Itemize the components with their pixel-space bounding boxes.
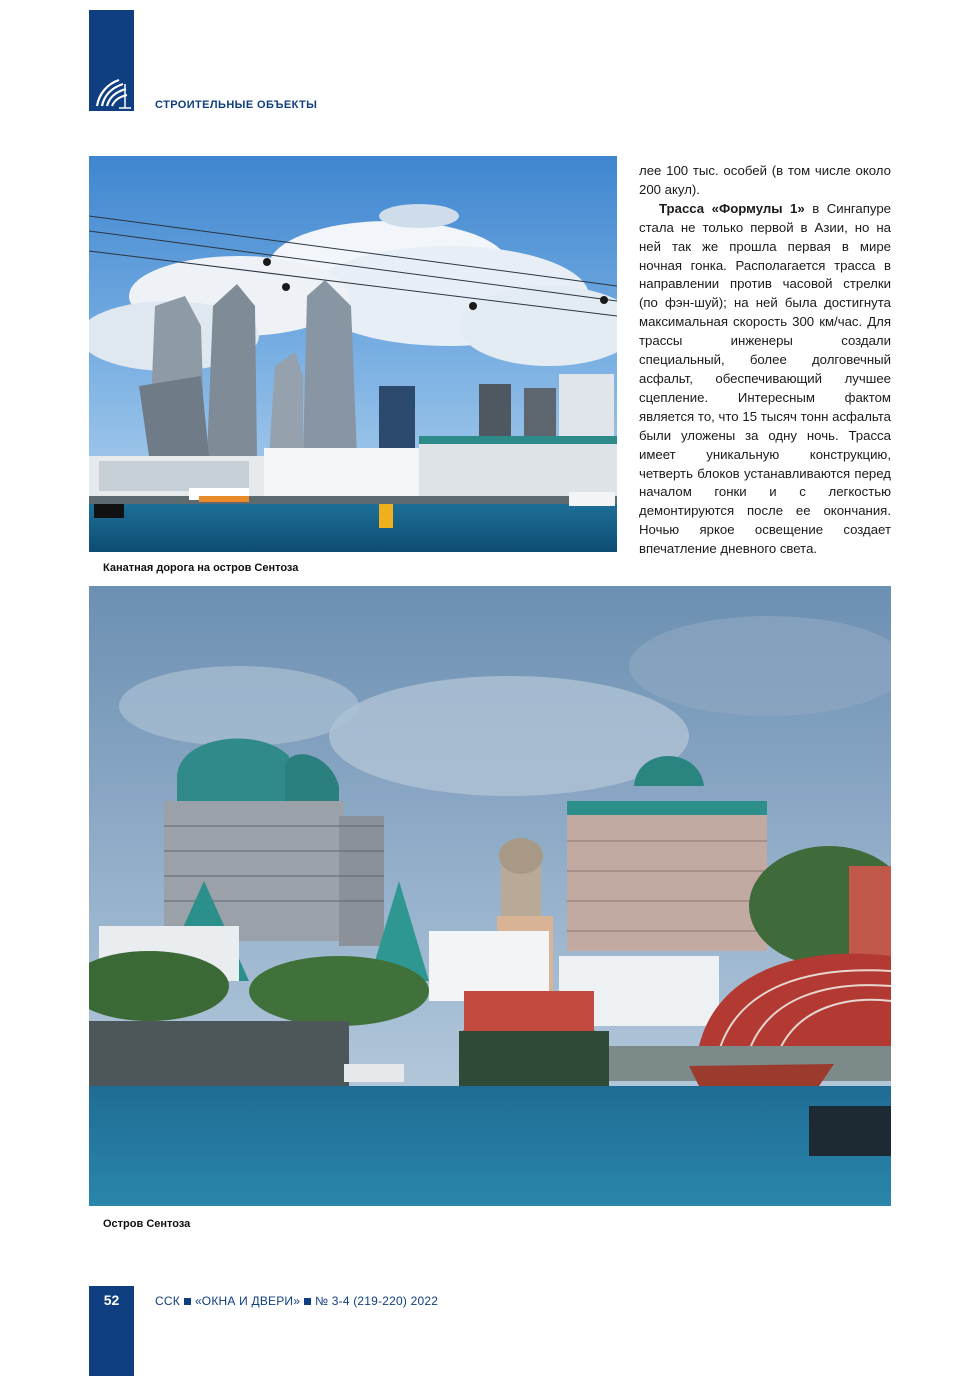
footer-publisher: ССК xyxy=(155,1294,180,1308)
footer-magazine: «ОКНА И ДВЕРИ» xyxy=(194,1294,301,1308)
publisher-logo-icon xyxy=(89,66,134,111)
photo-cable-car xyxy=(89,156,617,552)
section-title: СТРОИТЕЛЬНЫЕ ОБЪЕКТЫ xyxy=(155,99,318,111)
photo-caption-1: Канатная дорога на остров Сентоза xyxy=(103,562,299,574)
square-bullet-icon xyxy=(304,1298,311,1305)
photo-caption-2: Остров Сентоза xyxy=(103,1218,191,1230)
footer-issue: № 3-4 (219-220) 2022 xyxy=(315,1294,439,1308)
square-bullet-icon xyxy=(184,1298,191,1305)
footer-line xyxy=(155,1294,438,1308)
article-text xyxy=(639,162,891,559)
photo-sentosa xyxy=(89,586,891,1206)
header-bar xyxy=(89,10,134,111)
paragraph-intro: лее 100 тыс. особей (в том числе около 200 акул). xyxy=(639,163,891,197)
paragraph-formula xyxy=(639,200,891,559)
footer-bar xyxy=(89,1286,134,1376)
photo-cable-car-image xyxy=(89,156,617,552)
formula-text: в Сингапуре стала не только первой в Азии, но на ней так же прошла первая в мире ночная гонка. Располагается трасса в направлении против часовой стрелки (по фэн-шуй); на ней была достигнута максимальная скорость 300 км/час. Для трассы инженеры создали специальный, более долговечный асфальт, обеспечивающий лучшее сцепление. Интересным фактом является то, что 15 тысяч тонн асфальта были уложены за одну ночь. Трасса имеет уникальную конструкцию, четверть блоков устанавливаются перед началом гонки и с легкостью демонтируются после ее окончания. Ночью яркое освещение создает впечатление дневного света. xyxy=(639,200,891,557)
formula-heading: Трасса «Формулы 1» xyxy=(659,200,805,216)
photo-sentosa-image xyxy=(89,586,891,1206)
page-number: 52 xyxy=(103,1292,120,1308)
